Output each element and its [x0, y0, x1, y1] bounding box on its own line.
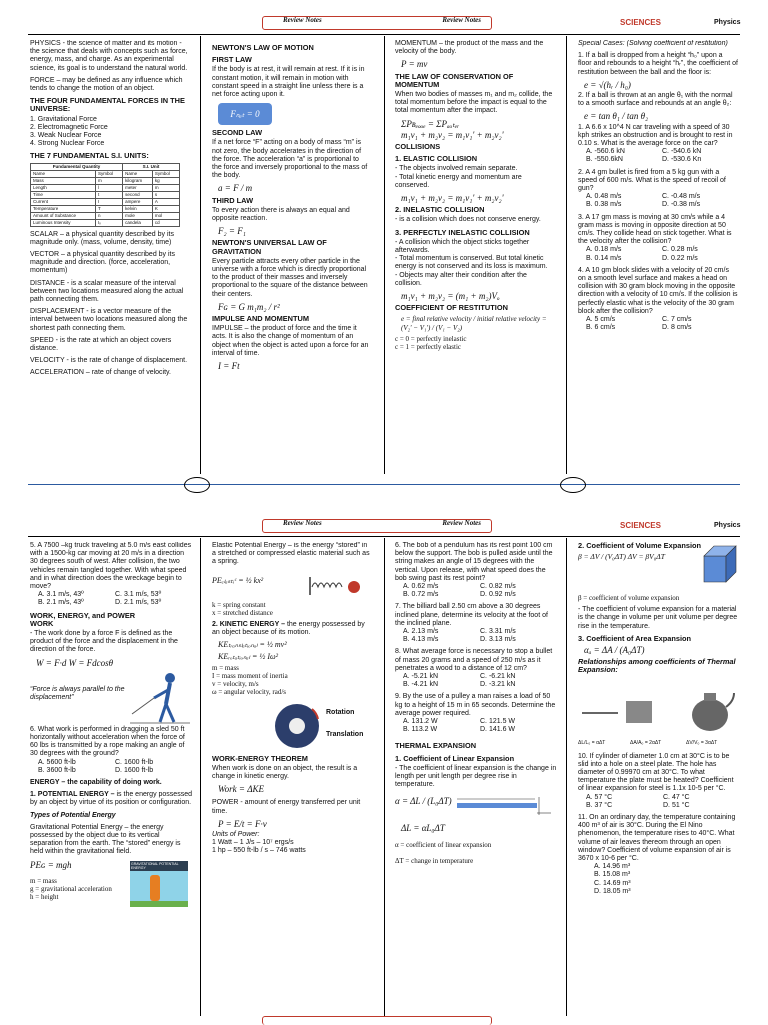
question-5-options	[30, 591, 192, 607]
question-7: 7. The billiard ball 2.50 cm above a 30 degrees inclined plane, determine its velocity at the foot of the inclined plane.	[395, 603, 548, 627]
force-definition: FORCE – may be defined as any influence which tends to change the motion of an object.	[30, 76, 183, 93]
elastic-text: - The objects involved remain separate. - Total kinetic energy and momentum are conserved.	[395, 165, 522, 189]
question-1: 1. A 6.6 x 10^4 N car traveling with a speed of 30 kph strikes an obstruction and is brought to rest in 0.10 s. What is the average force on the car?	[578, 123, 733, 148]
third-law-text: To every action there is always an equal and opposite reaction.	[212, 206, 350, 223]
option: C. 0.28 m/s	[662, 246, 698, 254]
work-title: WORK	[30, 618, 54, 628]
question-11: 11. On an ordinary day, the temperature containing 400 m³ of air is 30°C. During the El Nino phenomenon, the temperature rises to 40°C. What volume of air leaves thereom through an open window? Coefficient of volume expansion of air is 3670 x 10-6 per °C.	[578, 814, 736, 863]
wep-title: WORK, ENERGY, and POWER	[30, 610, 136, 620]
conservation-title: THE LAW OF CONSERVATION OF MOMENTUM	[395, 71, 514, 89]
option: A. 2.13 m/s	[403, 628, 439, 636]
elastic-pe-definition: Elastic Potential Energy – is the energy “stored” in a stretched or compressed elastic material such as a spring.	[212, 542, 370, 566]
option: D. 51 °C	[663, 801, 690, 809]
column-divider	[384, 538, 385, 1016]
second-law-text: If a net force “F” acting on a body of mass “m” is not zero, the body accelerates in the direction of the force. The acceleration “a” is proportional to the force and inversely proportional to the mass of the body.	[212, 139, 368, 180]
table-cell: T	[96, 205, 123, 212]
column-3	[395, 40, 555, 472]
table-row	[31, 191, 180, 198]
si-units-table	[30, 163, 180, 227]
list-item: 2. Electromagnetic Force	[30, 123, 108, 131]
gpe-block	[30, 861, 192, 909]
column-2	[212, 542, 372, 1016]
case-2-equation: e = tan θ₁ / tan θ₂	[584, 111, 649, 122]
table-cell: ampere	[123, 198, 153, 205]
page-1	[0, 0, 768, 510]
question-6: 6. What work is performed in dragging a sled 50 ft horizontally without acceleration when the force of 60 lbs is transmitted by a rope making an angle of 30 degrees with the ground?	[30, 725, 185, 758]
conservation-equation-1: ΣPʙₑₒₒₑ = ΣPₐₒₜₑᵣ	[401, 118, 460, 129]
rotating-wheel-icon	[272, 701, 322, 751]
option: A. 0.62 m/s	[403, 583, 439, 591]
table-subheader	[31, 170, 180, 177]
elastic-equation: m₁v₁ + m₂v₂ = m₁v₁' + m₂v₂'	[401, 193, 504, 204]
units-list: 1 Watt – 1 J/s – 10⁷ ergs/s 1 hp – 550 ft-lb / s – 746 watts	[212, 839, 306, 855]
table-cell: Luminous Intensity	[31, 219, 96, 226]
question-10-options	[578, 794, 740, 810]
momentum-equation: P = mv	[401, 59, 428, 70]
kinetic-energy	[212, 621, 372, 637]
case-1-text: 1. If a ball is dropped from a height “h₀” upon a floor and rebounds to a height “hᵣ”, the coefficient of restitution between the ball and the floor is:	[578, 52, 738, 76]
table-cell: Temperature	[31, 205, 96, 212]
pe-title: 1. POTENTIAL ENERGY –	[30, 791, 115, 799]
units-title: Units of Power:	[212, 831, 260, 839]
table-row	[31, 205, 180, 212]
power-equation: P = E/t = F·v	[218, 818, 267, 829]
review-notes-banner	[262, 16, 492, 30]
inelastic-title: 2. INELASTIC COLLISION	[395, 205, 485, 215]
question-3: 3. A 17 gm mass is moving at 30 cm/s while a 4 gram mass is moving in opposite direction at 50 cm/s. They collide head on stick together. What is the velocity after the collision?	[578, 213, 732, 246]
column-2	[212, 40, 370, 472]
question-1-options	[578, 148, 738, 164]
vector-definition: VECTOR – a physical quantity described by its magnitude and direction. (force, acceleration, momentum)	[30, 251, 175, 275]
gravitation-title: NEWTON'S UNIVERSAL LAW OF GRAVITATION	[212, 238, 327, 256]
work-energy-title: WORK-ENERGY THEOREM	[212, 753, 308, 763]
linear-expansion-equation-2: ΔL = αL₀ΔT	[401, 823, 445, 834]
option: A. 5600 ft-lb	[38, 758, 76, 766]
potential-energy	[30, 791, 192, 807]
force-quote: “Force is always parallel to the displacement”	[30, 685, 125, 702]
option: D. 2.1 m/s, 53º	[115, 599, 162, 607]
collisions-title: COLLISIONS	[395, 142, 441, 152]
volume-relation: ΔV/V₀ = 3αΔT	[686, 739, 718, 746]
work-energy-equation: Work = ΔKE	[218, 784, 265, 795]
option: D. -3.21 kN	[480, 681, 516, 689]
table-cell: t	[96, 191, 123, 198]
table-header-cell: Fundamental Quantity	[31, 163, 123, 170]
option: A. -560.6 kN	[586, 148, 625, 156]
first-law-text: If the body is at rest, it will remain at rest. If it is in constant motion, it will remain in motion with constant speed in a straight line unless there is a net force acting upon it.	[212, 66, 365, 99]
case-1-equation: e = √(hᵣ / h₀)	[584, 79, 631, 90]
banner-left: Review Notes	[283, 519, 322, 527]
option: A. 14.96 m³	[594, 863, 631, 871]
option: C. -0.48 m/s	[662, 193, 701, 201]
option: B. 0.72 m/s	[403, 591, 439, 599]
gravitation-equation: Fɢ = G m₁m₂ / r²	[218, 301, 280, 312]
option: D. 3.13 m/s	[480, 636, 516, 644]
table-cell: second	[123, 191, 153, 198]
banner-right: Review Notes	[442, 519, 481, 527]
table-cell: mole	[123, 212, 153, 219]
second-law-equation: a = F / m	[218, 183, 253, 194]
option: C. 14.69 m³	[594, 879, 631, 887]
table-cell: m	[152, 184, 179, 191]
option: B. -550.6kN	[586, 156, 623, 164]
perfectly-inelastic-title: 3. PERFECTLY INELASTIC COLLISION	[395, 227, 530, 237]
column-3	[395, 542, 557, 1016]
option: D. 1600 ft-lb	[115, 766, 154, 774]
speed-definition: SPEED - is the rate at which an object covers distance.	[30, 336, 172, 353]
page-2	[0, 512, 768, 1024]
option: C. -540.6 kN	[662, 148, 702, 156]
impulse-text: IMPULSE – the product of force and the time it acts. It is also the change of momentum of an object when the object is acted upon a force for an interval of time.	[212, 325, 369, 357]
perfectly-inelastic-equation: m₁v₁ + m₂v₂ = (m₁ + m₂)Vₒ	[401, 291, 500, 302]
option: C. 1600 ft-lb	[115, 758, 154, 766]
kettle-icon	[686, 677, 736, 737]
conservation-text: When two bodies of masses m₁ and m₂ collide, the total momentum before the impact is equal to the total momentum after the impact.	[395, 91, 553, 115]
volume-expansion-title: 2. Coefficient of Volume Expansion	[578, 542, 702, 550]
special-cases-title: Special Cases: (Solving coefficient of restitution)	[578, 40, 728, 47]
option: D. 141.6 W	[480, 726, 516, 734]
rotation-translation-figure	[212, 701, 372, 751]
inelastic-text: - is a collision which does not conserve energy.	[395, 216, 541, 224]
perfectly-inelastic-text: - A collision which the object sticks together afterwards. - Total momentum is conserved. But total kinetic energy is not conserved and its loss is maximum. - Objects may alter their condition after the collision.	[395, 238, 548, 287]
velocity-definition: VELOCITY - is the rate of change of displacement.	[30, 357, 188, 365]
linear-expansion-equation: α = ΔL / (L₀ΔT)	[395, 796, 452, 807]
work-equation: W = F·d W = Fdcosθ	[36, 657, 114, 668]
elastic-pe-block	[212, 571, 372, 601]
table-cell: Name	[31, 170, 96, 177]
table-cell: Symbol	[152, 170, 179, 177]
table-cell: I	[96, 198, 123, 205]
question-8: 8. What average force is necessary to stop a bullet of mass 20 grams and a speed of 250 m/s as it penetrates a wood to a distance of 12 cm?	[395, 648, 553, 672]
gpe-image	[130, 861, 188, 907]
question-6-options	[30, 759, 192, 775]
question-8-options	[395, 673, 557, 689]
question-3-options	[578, 246, 738, 262]
acceleration-definition: ACCELERATION – rate of change of velocity.	[30, 369, 171, 377]
impulse-equation: I = Ft	[218, 361, 240, 372]
volume-note: β = coefficient of volume expansion	[578, 594, 680, 602]
table-cell: Symbol	[96, 170, 123, 177]
table-cell: m	[96, 177, 123, 184]
header-rule	[28, 536, 740, 537]
option: D. -0.38 m/s	[662, 201, 701, 209]
person-icon	[150, 875, 160, 901]
list-item: 1. Gravitational Force	[30, 115, 97, 123]
gpe-image-caption: GRAVITATIONAL POTENTIAL ENERGY	[130, 861, 188, 871]
review-notes-banner	[262, 519, 492, 533]
work-definition: - The work done by a force F is defined as the product of the force and the displacement in the direction of the force.	[30, 630, 178, 654]
question-6b-options	[395, 583, 557, 599]
table-row	[31, 177, 180, 184]
table-cell: cd	[152, 219, 179, 226]
header-rule	[28, 34, 740, 35]
gravitation-text: Every particle attracts every other particle in the universe with a force which is directly proportional to the product of their masses and inversely proportional to the square of the distance between their centers.	[212, 257, 368, 298]
restitution-title: COEFFICIENT OF RESTITUTION	[395, 303, 508, 313]
linear-note-1: α = coefficient of linear expansion	[395, 840, 492, 849]
work-energy-text: When work is done on an object, the result is a change in kinetic energy.	[212, 764, 358, 781]
question-9: 9. By the use of a pulley a man raises a load of 50 kg to a height of 15 m in 65 seconds. Determine the average power required.	[395, 693, 556, 717]
option: D. 18.05 m³	[594, 887, 631, 895]
gpe-variables: m = mass g = gravitational acceleration h = height	[30, 876, 112, 902]
table-header	[31, 163, 180, 170]
table-row	[31, 219, 180, 226]
relationships-title: Relationships among coefficients of Thermal Expansion:	[578, 657, 736, 675]
option: A. 131.2 W	[403, 718, 438, 726]
ke-text: the energy possessed by an object because of its motion.	[212, 621, 365, 637]
question-10: 10. If cylinder of diameter 1.0 cm at 30°C is to be slid into a hole on a steel plate. The hole has diameter of 0.99970 cm at 30°C. To what temperature the plate must be heated? Coefficient of linear expansion for steel is 1.1x 10-5 per °C.	[578, 752, 734, 793]
page-oval-marker	[184, 477, 210, 493]
volume-expansion-equation: β = ΔV / (V₀ΔT) ΔV = βV₀ΔT	[578, 552, 665, 562]
elastic-pe-variables: k = spring constant x = stretched distance	[212, 600, 273, 617]
option: A. 0.18 m/s	[586, 246, 622, 254]
linear-note-2: ΔT = change in temperature	[395, 856, 474, 865]
option: B. 2.1 m/s, 43º	[38, 599, 84, 607]
linear-expansion-block	[395, 793, 557, 821]
table-cell: candela	[123, 219, 153, 226]
spring-icon	[308, 571, 368, 599]
option: C. 47 °C	[663, 793, 690, 801]
page-oval-marker	[560, 477, 586, 493]
table-row	[31, 198, 180, 205]
option: B. 15.08 m³	[594, 871, 631, 879]
brand-sciences: SCIENCES	[620, 18, 661, 27]
option: A. -5.21 kN	[403, 673, 439, 681]
option: A. 5 cm/s	[586, 316, 616, 324]
option: A. 0.48 m/s	[586, 193, 622, 201]
question-2: 2. A 4 gm bullet is fired from a 5 kg gun with a speed of 600 m/s. What is the speed of recoil of gun?	[578, 168, 726, 193]
option: B. -4.21 kN	[403, 681, 439, 689]
column-1	[30, 40, 190, 472]
table-cell: K	[152, 205, 179, 212]
footer-rule	[28, 484, 740, 485]
banner-left: Review Notes	[283, 16, 322, 24]
option: A. 57 °C	[586, 793, 613, 801]
option: C. -6.21 kN	[480, 673, 516, 681]
table-cell: mol	[152, 212, 179, 219]
table-cell: kilogram	[123, 177, 153, 184]
relationships-figure	[578, 677, 740, 753]
energy-definition: ENERGY – the capability of doing work.	[30, 779, 162, 787]
table-cell: Amount of Substance	[31, 212, 96, 219]
option: B. 37 °C	[586, 801, 613, 809]
area-relation: ΔA/A₀ = 2αΔT	[630, 739, 662, 746]
question-11-options	[578, 863, 740, 896]
option: B. 113.2 W	[403, 726, 438, 734]
table-cell: kelvin	[123, 205, 153, 212]
table-cell: A	[152, 198, 179, 205]
conservation-equation-2: m₁v₁ + m₂v₂ = m₁v₁' + m₂v₂'	[401, 129, 504, 140]
option: D. 0.92 m/s	[480, 591, 516, 599]
question-9-options	[395, 718, 557, 734]
cube-icon	[700, 542, 740, 586]
column-divider	[566, 538, 567, 1016]
option: C. 3.31 m/s	[480, 628, 516, 636]
four-forces-title: THE FOUR FUNDAMENTAL FORCES IN THE UNIVERSE:	[30, 96, 185, 114]
option: C. 121.5 W	[480, 718, 516, 726]
option: B. 3600 ft-lb	[38, 766, 76, 774]
subject-label: Physics	[714, 522, 741, 529]
option: B. 6 cm/s	[586, 324, 616, 332]
displacement-definition: DISPLACEMENT - is a vector measure of the interval between two locations measured along the shortest path connecting them.	[30, 308, 188, 332]
ke-variables: m = mass I = mass moment of inertia v = velocity, m/s ω = angular velocity, rad/s	[212, 663, 288, 697]
four-forces-list	[30, 116, 190, 149]
area-expansion-equation: αₐ = ΔA / (A₀ΔT)	[584, 645, 645, 656]
question-4-options	[578, 316, 738, 332]
banner-right: Review Notes	[442, 16, 481, 24]
linear-relation: ΔL/L₀ = αΔT	[578, 739, 606, 746]
gpe-definition: Gravitational Potential Energy – the energy possessed by the object due to its vertical separation from the earth. The “stored” energy is held within the gravitational field.	[30, 823, 181, 856]
ke-rotational-equation: KEᵣₒₜₐₜᵢₒₙₐₗ = ½ Iω²	[218, 651, 279, 661]
second-law-title: SECOND LAW	[212, 128, 263, 138]
column-1	[30, 542, 192, 1016]
question-5: 5. A 7500 –kg truck traveling at 5.0 m/s east collides with a 1500-kg car moving at 20 m/s in a direction 30 degrees south of west. After collision, the two vehicles remain tangled together. With what speed and in what direction does the wreckage begin to move?	[30, 542, 192, 591]
rotation-label: Rotation	[326, 708, 355, 716]
types-title: Types of Potential Energy	[30, 811, 116, 819]
newton-title: NEWTON'S LAW OF MOTION	[212, 43, 314, 52]
table-cell: Iᵥ	[96, 219, 123, 226]
list-item: 4. Strong Nuclear Force	[30, 140, 105, 148]
option: D. 8 cm/s	[662, 324, 692, 332]
physics-definition: PHYSICS - the science of matter and its motion - the science that deals with concepts such as force, energy, mass, and charge. As an experimental science, its goal is to understand the natural world.	[30, 40, 188, 72]
plate-expansion-icon	[578, 677, 678, 737]
question-2-options	[578, 193, 738, 209]
table-cell: s	[152, 191, 179, 198]
gpe-equation: PEɢ = mgh	[30, 859, 72, 870]
table-header-cell: S.I. Unit	[123, 163, 180, 170]
option: B. 4.13 m/s	[403, 636, 439, 644]
rod-expansion-icon	[455, 793, 555, 819]
table-cell: Name	[123, 170, 153, 177]
table-cell: Time	[31, 191, 96, 198]
elastic-title: 1. ELASTIC COLLISION	[395, 154, 478, 164]
column-divider	[384, 36, 385, 474]
translation-label: Translation	[326, 730, 364, 738]
table-cell: Length	[31, 184, 96, 191]
elastic-pe-equation: PEₑₗₐₛₜᵢᶜ = ½ kx²	[212, 575, 264, 585]
table-cell: meter	[123, 184, 153, 191]
fnet-equation-box: Fₙₑₜ = 0	[218, 103, 272, 125]
option: D. -530.6 Kn	[662, 156, 702, 164]
ke-translational-equation: KEₜᵣₐₙₛₗₐₜᵢₒₙₐₗ = ½ mv²	[218, 640, 287, 650]
subject-label: Physics	[714, 19, 741, 26]
table-cell: n	[96, 212, 123, 219]
thermal-expansion-title: THERMAL EXPANSION	[395, 741, 477, 751]
table-cell: l	[96, 184, 123, 191]
table-cell: Current	[31, 198, 96, 205]
ground-icon	[130, 901, 188, 907]
option: D. 0.22 m/s	[662, 254, 698, 262]
momentum-definition: MOMENTUM – the product of the mass and the velocity of the body.	[395, 40, 544, 56]
case-2-text: 2. If a ball is thrown at an angle θ₁ with the normal to a smooth surface and rebounds at an angle θ₂:	[578, 92, 733, 108]
scalar-definition: SCALAR – a physical quantity described by its magnitude only. (mass, volume, density, time)	[30, 230, 174, 246]
restitution-notes: c = 0 = perfectly inelastic c = 1 = perfectly elastic	[395, 334, 467, 352]
volume-expansion-text: - The coefficient of volume expansion for a material is the change in volume per unit volume per degree rise in the temperature.	[578, 606, 738, 630]
volume-expansion-block	[578, 542, 740, 594]
power-definition: POWER - amount of energy transferred per unit time.	[212, 799, 361, 815]
question-4: 4. A 10 gm block slides with a velocity of 20 cm/s on a smooth level surface and makes a head on collision with 30 gram block moving in the opposite direction with a velocity of 10 cm/s. If the collision is perfectly elastic what is the velocity of the 30 gram block after the collision?	[578, 266, 738, 315]
column-4	[578, 40, 738, 472]
table-cell: kg	[152, 177, 179, 184]
si-units-title: THE 7 FUNDAMENTAL S.I. UNITS:	[30, 151, 149, 161]
column-divider	[200, 36, 201, 474]
restitution-equation: e = final relative velocity / initial relative velocity = (V₂' − V₁') / (V₁ − V₂)	[401, 315, 547, 332]
option: C. 7 cm/s	[662, 316, 692, 324]
area-expansion-title: 3. Coefficient of Area Expansion	[578, 633, 692, 643]
question-6b: 6. The bob of a pendulum has its rest point 100 cm below the support. The bob is pulled aside until the string makes an angle of 15 degrees with the vertical. Upon release, with what speed does the bob swing past its rest point?	[395, 542, 553, 582]
option: B. 0.38 m/s	[586, 201, 622, 209]
option: C. 3.1 m/s, 53º	[115, 591, 162, 599]
table-row	[31, 212, 180, 219]
linear-expansion-text: - The coefficient of linear expansion is the change in length per unit length per degree rise in temperature.	[395, 764, 557, 789]
pe-text: is the energy possessed by an object by virtue of its position or configuration.	[30, 791, 192, 807]
linear-expansion-title: 1. Coefficient of Linear Expansion	[395, 753, 515, 763]
table-row	[31, 184, 180, 191]
distance-definition: DISTANCE - is a scalar measure of the interval between two locations measured along the actual path connecting them.	[30, 279, 184, 304]
person-pulling-icon	[130, 670, 190, 726]
work-figure	[30, 670, 192, 726]
table-cell: Mass	[31, 177, 96, 184]
column-divider	[200, 538, 201, 1016]
third-law-equation: F₂ = F₁	[218, 226, 246, 237]
impulse-title: IMPULSE AND MOMENTUM	[212, 314, 310, 324]
option: B. 0.14 m/s	[586, 254, 622, 262]
option: C. 0.82 m/s	[480, 583, 516, 591]
list-item: 3. Weak Nuclear Force	[30, 132, 102, 140]
column-4	[578, 542, 740, 1016]
brand-sciences: SCIENCES	[620, 521, 661, 530]
first-law-title: FIRST LAW	[212, 55, 252, 65]
ke-title: 2. KINETIC ENERGY –	[212, 621, 286, 629]
third-law-title: THIRD LAW	[212, 195, 254, 205]
column-divider	[566, 36, 567, 474]
option: A. 3.1 m/s, 43º	[38, 591, 84, 599]
question-7-options	[395, 628, 557, 644]
